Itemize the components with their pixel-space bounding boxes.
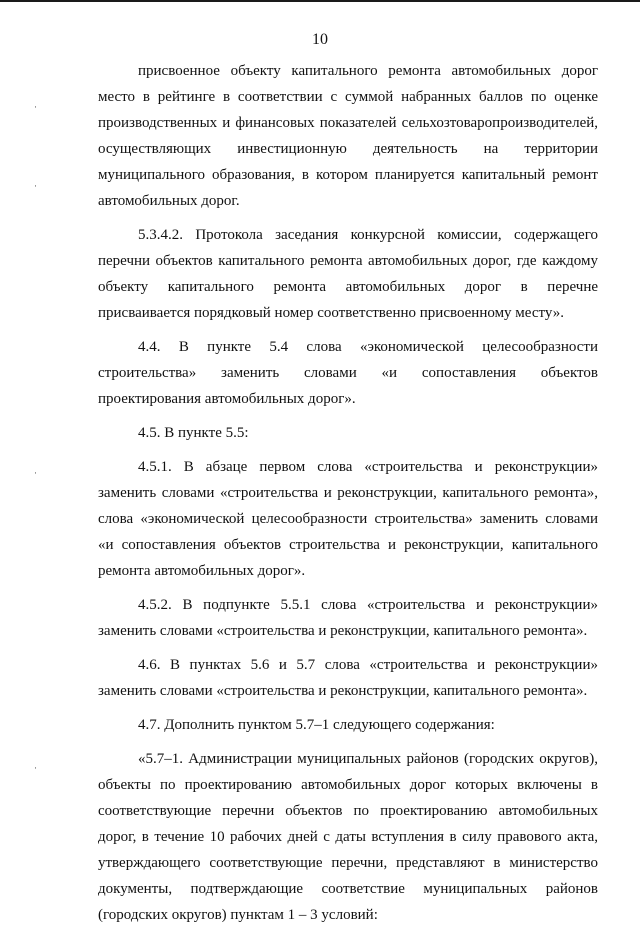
scan-speck: · — [34, 181, 37, 191]
paragraph-rating-place: присвоенное объекту капитального ремонта автомобильных дорог место в рейтинге в соответствии с суммой набранных баллов по оценке производственных и финансовых показателей сельхозтоваропроизводителей, осуществляющих инвестиционную деятельность на территории муниципального образования, в котором планируется капитальный ремонт автомобильных дорог. — [98, 63, 598, 209]
paragraph-4-5: 4.5. В пункте 5.5: — [138, 425, 249, 441]
page-number: 10 — [312, 31, 328, 48]
scan-speck: · — [34, 468, 37, 478]
paragraph-5-7-1: «5.7–1. Администрации муниципальных районов (городских округов), объекты по проектированию автомобильных дорог которых включены в соответствующие перечни объектов по проектированию автомобильных дорог, в течение 10 рабочих дней с даты вступления в силу правового акта, утверждающего соответствующие перечни, представляют в министерство документы, подтверждающие соответствие муниципальных районов (городских округов) пунктам 1 – 3 условий: — [98, 751, 598, 923]
top-border-line — [0, 0, 640, 2]
paragraph-4-7: 4.7. Дополнить пунктом 5.7–1 следующего содержания: — [138, 717, 495, 733]
scan-speck: · — [34, 102, 37, 112]
scan-speck: · — [34, 763, 37, 773]
paragraph-4-4: 4.4. В пункте 5.4 слова «экономической целесообразности строительства» заменить словами «и сопоставления объектов проектирования автомобильных дорог». — [98, 339, 598, 407]
paragraph-4-6: 4.6. В пунктах 5.6 и 5.7 слова «строительства и реконструкции» заменить словами «строительства и реконструкции, капитального ремонта». — [98, 657, 598, 699]
paragraph-5-3-4-2: 5.3.4.2. Протокола заседания конкурсной комиссии, содержащего перечни объектов капитального ремонта автомобильных дорог, где каждому объекту капитального ремонта автомобильных дорог в перечне присваивается порядковый номер соответственно присвоенному месту». — [98, 227, 598, 321]
paragraph-4-5-1: 4.5.1. В абзаце первом слова «строительства и реконструкции» заменить словами «строительства и реконструкции, капитального ремонта», слова «экономической целесообразности строительства» заменить словами «и сопоставления объектов строительства и реконструкции, капитального ремонта автомобильных дорог». — [98, 459, 598, 579]
document-body — [98, 58, 598, 936]
paragraph-4-5-2: 4.5.2. В подпункте 5.5.1 слова «строительства и реконструкции» заменить словами «строительства и реконструкции, капитального ремонта». — [98, 597, 598, 639]
